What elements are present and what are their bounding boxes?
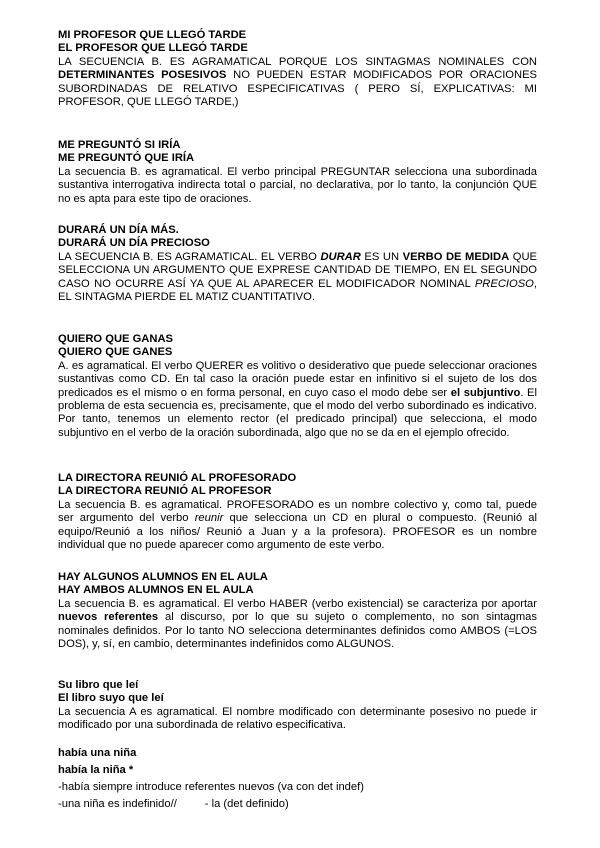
section-2 [58,139,537,206]
text-run: LA SECUENCIA B. ES AGRAMATICAL PORQUE LOS SINTAGMAS NOMINALES CON [58,55,537,68]
text-run: nuevos referentes [58,611,159,624]
text-run: VERBO DE MEDIDA [402,250,510,263]
example-heading: HAY AMBOS ALUMNOS EN EL AULA [58,584,254,597]
explanation-paragraph [58,706,537,733]
text-run: LA SECUENCIA B. ES AGRAMATICAL. EL VERBO [58,250,321,263]
text-run: La secuencia A es agramatical. El nombre modificado con determinante posesivo no puede ir modificado por una subordinada de relativo especificativa. [58,705,537,732]
example-heading: ME PREGUNTÓ SI IRÍA [58,139,181,151]
text-run: ES UN [360,250,403,263]
note-line: -había siempre introduce referentes nuevos (va con det indef) [58,781,364,793]
section-7 [58,679,537,733]
example-heading: DURARÁ UN DÍA PRECIOSO [58,237,210,250]
example-heading: DURARÁ UN DÍA MÁS. [58,224,179,236]
section-1 [58,29,537,109]
example-heading: Su libro que leí [58,679,139,691]
text-run: que selecciona un CD en plural o compuesto. (Reunió al equipo/Reunió a los niños/ Reunió a Juan y a la profesora). PROFESOR es un nombre individual que no puede aparecer como argumento de este verbo. [58,512,538,552]
text-run: PRECIOSO [474,277,534,290]
example-heading: había la niña * [58,764,134,776]
text-run: el subjuntivo [450,386,521,399]
example-heading: había una niña [58,747,137,759]
explanation-paragraph [58,360,537,440]
text-run: , EL SINTAGMA PIERDE EL MATIZ CUANTITATIVO. [58,277,537,304]
text-run: La secuencia B. es agramatical. PROFESORADO es un nombre colectivo y, como tal, puede ser argumento del verbo [58,498,537,525]
explanation-paragraph [58,499,537,553]
example-heading: QUIERO QUE GANES [58,346,173,359]
text-run: . El problema de esta secuencia es, precisamente, que el modo del verbo subordinado es indicativo. Por tanto, tenemos un elemento rector (el predicado principal) que selecciona, el modo subjuntivo en el verbo de la oración subordinada, algo que no se da en el ejemplo ofrecido. [58,386,537,439]
example-heading: ME PREGUNTÓ QUE IRÍA [58,152,195,165]
example-heading: El libro suyo que leí [58,692,164,705]
example-heading: MI PROFESOR QUE LLEGÓ TARDE [58,29,247,41]
example-heading: EL PROFESOR QUE LLEGÓ TARDE [58,42,248,55]
example-heading: LA DIRECTORA REUNIÓ AL PROFESORADO [58,472,297,484]
text-run: DETERMINANTES POSESIVOS [58,69,227,82]
example-heading: HAY ALGUNOS ALUMNOS EN EL AULA [58,571,268,583]
section-final [58,745,537,813]
text-run: NO PUEDEN ESTAR MODIFICADOS POR ORACIONES SUBORDINADAS DE RELATIVO ESPECIFICATIVAS ( PERO SÍ, EXPLICATIVAS: MI PROFESOR, QUE LLEGÓ TARDE,) [58,69,538,109]
text-run: La secuencia B. es agramatical. El verbo HABER (verbo existencial) se caracteriza por aportar [58,597,537,610]
section-6 [58,571,537,651]
text-run: reunir [194,512,224,525]
text-run: DURAR [320,250,361,263]
note-line: -una niña es indefinido// - la (det definido) [58,798,289,810]
text-run: A. es agramatical. El verbo QUERER es volitivo o desiderativo que puede seleccionar oraciones sustantivas como CD. En tal caso la oración puede estar en infinitivo si el sujeto de los dos predicados es el mismo o en forma personal, en cuyo caso el modo debe ser [58,359,537,399]
example-heading: LA DIRECTORA REUNIÓ AL PROFESOR [58,485,272,498]
text-run: al discurso, por lo que su sujeto o complemento, no son sintagmas nominales definidos. Por lo tanto NO selecciona determinantes definidos como AMBOS (=LOS DOS), y, sí, en cambio, determinantes indefinidos como ALGUNOS. [58,611,537,651]
section-5 [58,472,537,552]
explanation-paragraph [58,251,537,305]
section-4 [58,333,537,440]
explanation-paragraph [58,56,537,110]
section-3 [58,224,537,304]
explanation-paragraph [58,166,537,206]
example-heading: QUIERO QUE GANAS [58,333,173,345]
text-run: La secuencia B. es agramatical. El verbo principal PREGUNTAR selecciona una subordinada sustantiva interrogativa indirecta total o parcial, no declarativa, por lo tanto, la conjunción QUE no es apta para este tipo de oraciones. [58,165,537,205]
text-run: QUE SELECCIONA UN ARGUMENTO QUE EXPRESE CANTIDAD DE TIEMPO, EN EL SEGUNDO CASO NO OCURRE ASÍ YA QUE AL APARECER EL MODIFICADOR NOMINAL [58,250,537,290]
explanation-paragraph [58,598,537,652]
